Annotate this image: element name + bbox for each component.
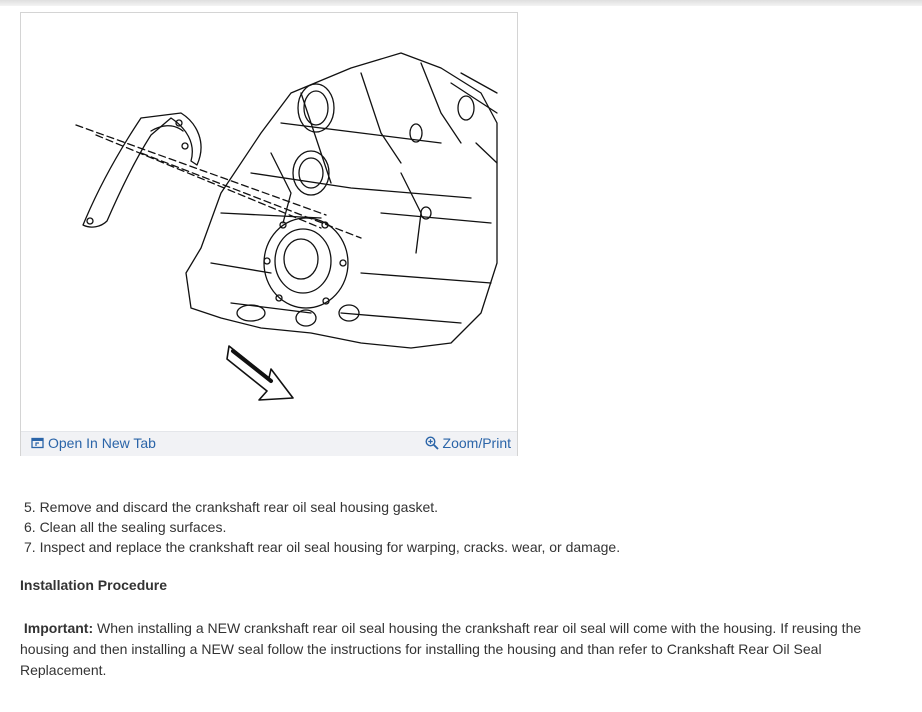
engine-block-drawing <box>186 53 497 348</box>
top-bar <box>0 0 922 6</box>
removal-steps-list <box>24 497 620 557</box>
list-item: 7. Inspect and replace the crankshaft rear oil seal housing for warping, cracks. wear, or damage. <box>24 539 621 555</box>
figure-toolbar <box>21 431 517 456</box>
direction-arrow-drawing <box>227 346 293 400</box>
list-item: 6. Clean all the sealing surfaces. <box>24 519 227 535</box>
alignment-lines <box>76 125 361 238</box>
zoom-print-label: Zoom/Print <box>442 435 511 451</box>
seal-housing-drawing <box>264 218 348 308</box>
open-in-new-tab-icon <box>31 437 44 449</box>
important-label: Important: <box>23 620 94 636</box>
list-item: 5. Remove and discard the crankshaft rear oil seal housing gasket. <box>24 499 439 515</box>
important-note <box>20 618 900 681</box>
zoom-print-link[interactable] <box>425 435 511 451</box>
bottom-bolts <box>237 305 359 326</box>
engine-diagram-image[interactable] <box>21 13 517 431</box>
important-text: When installing a NEW crankshaft rear oil seal housing the crankshaft rear oil seal will come with the housing. If reusing the housing and then installing a NEW seal follow the instructions for installing the housing and than refer to Crankshaft Rear Oil Seal Replacement. <box>20 620 862 678</box>
open-in-new-tab-label: Open In New Tab <box>48 435 156 451</box>
magnifier-plus-icon <box>425 436 439 450</box>
installation-heading: Installation Procedure <box>20 577 168 593</box>
open-in-new-tab-link[interactable] <box>31 435 156 451</box>
diagram-figure <box>20 12 518 456</box>
